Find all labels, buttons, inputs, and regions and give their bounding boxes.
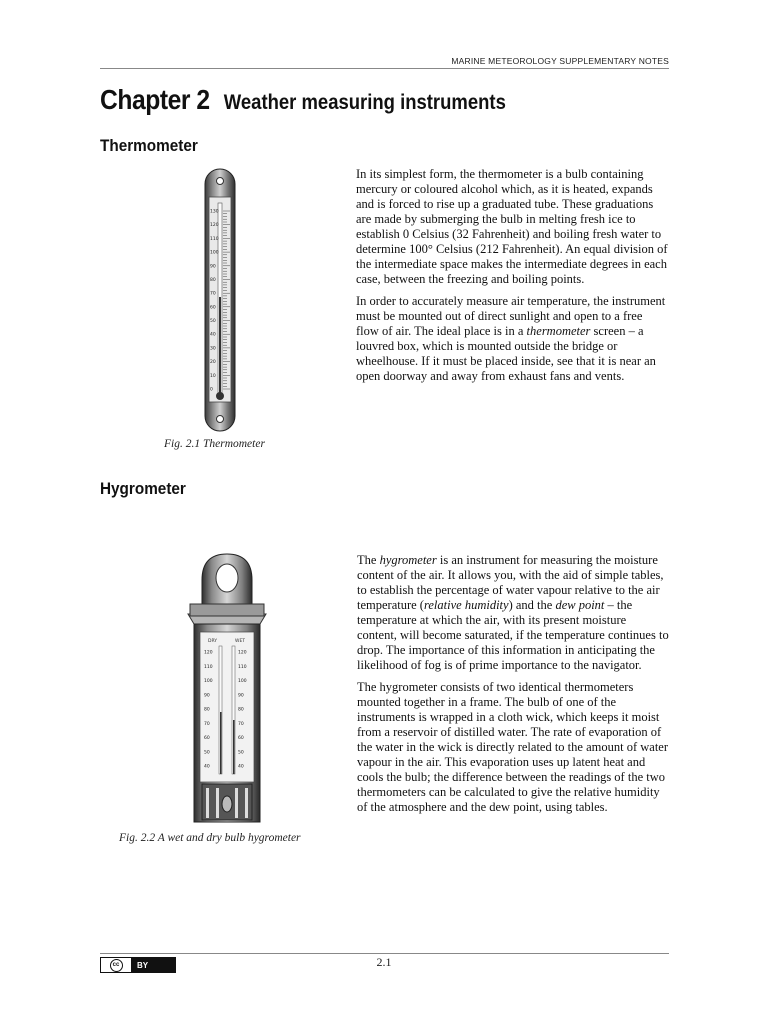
header-rule <box>100 68 669 69</box>
thermometer-scale-label: 0 <box>210 387 213 393</box>
hygrometer-dry-scale-label: 50 <box>204 750 210 756</box>
wet-label: WET <box>235 639 246 644</box>
thermometer-text <box>356 167 668 391</box>
hygrometer-dry-scale-label: 80 <box>204 707 210 713</box>
thermometer-paragraph-1: In its simplest form, the thermometer is a bulb containing mercury or coloured alcohol which, as it is heated, expands and is forced to rise up a graduated tube. These graduations are made by submerging the bulb in melting fresh ice to establish 0 Celsius (32 Fahrenheit) and boiling fresh water to determine 100° Celsius (212 Fahrenheit). An equal division of the intermediate space makes the intermediate degrees in each case, between the freezing and boiling points. <box>356 167 668 286</box>
hygrometer-dry-scale-label: 120 <box>204 650 213 656</box>
footer-rule <box>100 953 669 954</box>
hygrometer-wet-scale-label: 90 <box>238 693 244 699</box>
license-by-label: BY <box>131 958 175 972</box>
page-number: 2.1 <box>376 955 392 969</box>
chapter-number: Chapter 2 <box>100 84 210 115</box>
thermometer-scale-label: 40 <box>210 332 216 338</box>
hygrometer-dry-scale-label: 40 <box>204 764 210 770</box>
thermometer-scale-label: 70 <box>210 291 216 297</box>
section-heading-hygrometer: Hygrometer <box>100 479 186 498</box>
thermometer-figure <box>200 167 240 433</box>
hygrometer-wet-scale-label: 110 <box>238 664 247 670</box>
hygrometer-dry-scale-label: 90 <box>204 693 210 699</box>
hygrometer-wet-scale-label: 80 <box>238 707 244 713</box>
hygrometer-wet-scale-label: 60 <box>238 736 244 741</box>
thermometer-scale-label: 100 <box>210 250 219 256</box>
chapter-name: Weather measuring instruments <box>223 91 506 114</box>
thermometer-scale-label: 50 <box>210 319 216 324</box>
hygrometer-wet-scale-label: 40 <box>238 764 244 770</box>
hygrometer-wet-scale-label: 120 <box>238 650 247 656</box>
hygrometer-wet-scale-label: 70 <box>238 721 244 727</box>
hygrometer-dry-scale-label: 100 <box>204 679 213 684</box>
thermometer-paragraph-2: In order to accurately measure air temperature, the instrument must be mounted out of direct sunlight and open to a free flow of air. The ideal place is in a thermometer screen – a louvred box, which is mounted outside the bridge or wheelhouse. If it must be placed inside, see that it is near an open doorway and away from exhaust fans and vents. <box>356 294 666 383</box>
thermometer-scale-label: 30 <box>210 346 216 352</box>
thermometer-scale-label: 120 <box>210 223 219 229</box>
thermometer-scale-label: 60 <box>210 305 216 311</box>
cc-by-license-badge[interactable] <box>100 957 176 973</box>
hygrometer-wet-scale-label: 100 <box>238 679 247 684</box>
hygrometer-dry-scale-label: 110 <box>204 664 213 670</box>
chapter-title <box>100 80 506 117</box>
hygrometer-wet-scale-label: 50 <box>238 750 244 756</box>
thermometer-scale-label: 110 <box>210 236 219 242</box>
thermometer-scale-label: 20 <box>210 360 216 366</box>
hygrometer-paragraph-1: The hygrometer is an instrument for measuring the moisture content of the air. It allows you, with the aid of simple tables, to establish the percentage of water vapour relative to the air temperature (relative humidity) and the dew point – the temperature at which the air, with its present moisture content, will become saturated, if the temperature continues to drop. The importance of this information in anticipating the likelihood of fog is of prime importance to the navigator. <box>357 553 669 672</box>
thermometer-scale-label: 90 <box>210 264 216 270</box>
thermometer-scale-label: 80 <box>210 278 216 283</box>
hygrometer-figure <box>186 552 268 826</box>
running-head: MARINE METEOROLOGY SUPPLEMENTARY NOTES <box>451 56 669 66</box>
hygrometer-paragraph-2: The hygrometer consists of two identical thermometers mounted together in a frame. The bulb of one of the instruments is wrapped in a cloth wick, which keeps it moist from a reservoir of distilled water. The rate of evaporation of the water in the wick is directly related to the amount of water vapour in the air. This evaporation uses up latent heat and cools the bulb; the difference between the readings of the two thermometers can be calculated to give the relative humidity of the atmosphere and the dew point, using tables. <box>357 680 668 814</box>
thermometer-scale-label: 130 <box>210 209 219 215</box>
hygrometer-dry-scale-label: 70 <box>204 721 210 727</box>
section-heading-thermometer: Thermometer <box>100 136 198 155</box>
cc-icon: cc <box>101 958 131 972</box>
thermometer-caption: Fig. 2.1 Thermometer <box>164 438 265 450</box>
thermometer-scale-label: 10 <box>210 373 216 379</box>
hygrometer-dry-scale-label: 60 <box>204 736 210 741</box>
hygrometer-caption: Fig. 2.2 A wet and dry bulb hygrometer <box>119 832 301 844</box>
hygrometer-text <box>357 553 669 822</box>
dry-label: DRY <box>208 639 218 644</box>
